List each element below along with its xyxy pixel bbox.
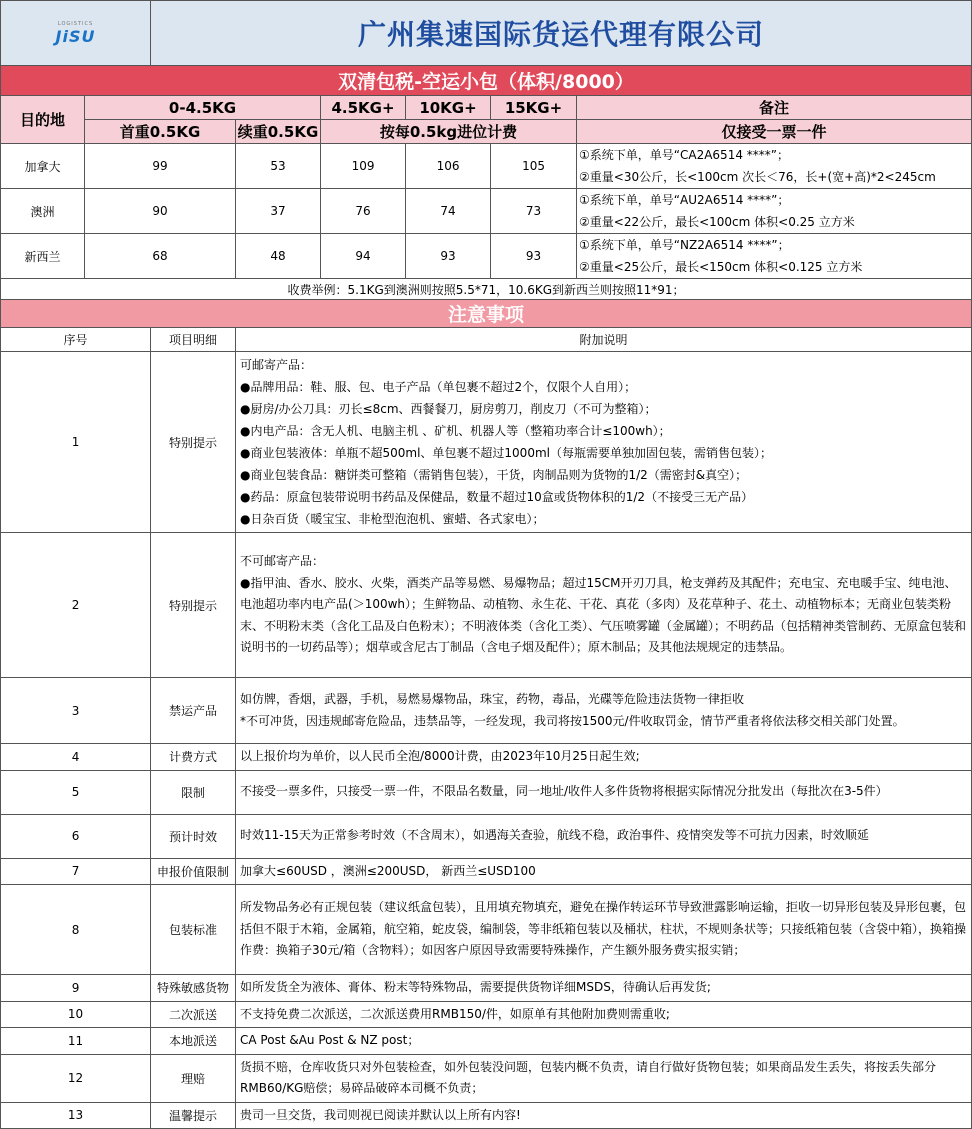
rate-row (1, 234, 972, 279)
remarks-header: 备注 (577, 96, 972, 120)
note-desc: 加拿大≤60USD ，澳洲≤200USD， 新西兰≤USD100 (236, 858, 972, 885)
rate-row (1, 144, 972, 189)
rate-cont: 53 (236, 144, 321, 189)
rate-note-1: ①系统下单，单号“NZ2A6514 ****”； (579, 238, 790, 252)
note-desc: 如所发货全为液体、膏体、粉末等特殊物品，需要提供货物详细MSDS，待确认后再发货; (236, 975, 972, 1002)
note-desc: 贵司一旦交货，我司则视已阅读并默认以上所有内容! (236, 1102, 972, 1129)
rate-row (1, 189, 972, 234)
note-line: ●内电产品：含无人机、电脑主机 、矿机、机器人等（整箱功率合计≤100wh）； (240, 424, 671, 438)
note-no: 1 (1, 352, 151, 533)
note-item: 本地派送 (151, 1028, 236, 1055)
range-15-header: 15KG+ (491, 96, 577, 120)
logo-tagline: LOGISTICS (57, 20, 94, 27)
rate-first: 90 (85, 189, 236, 234)
notes-row (1, 678, 972, 744)
notes-row (1, 885, 972, 975)
note-item: 理赔 (151, 1054, 236, 1102)
rate-4-5: 76 (321, 189, 406, 234)
rate-first: 68 (85, 234, 236, 279)
notes-row (1, 975, 972, 1002)
note-no: 6 (1, 814, 151, 858)
notes-row (1, 1028, 972, 1055)
notes-row (1, 1102, 972, 1129)
notes-desc-header: 附加说明 (236, 328, 972, 352)
note-no: 13 (1, 1102, 151, 1129)
range-10-header: 10KG+ (406, 96, 491, 120)
rate-note-2: ②重量<25公斤，最长<150cm 体积<0.125 立方米 (579, 260, 863, 274)
notes-row (1, 1001, 972, 1028)
note-item: 特殊敏感货物 (151, 975, 236, 1002)
note-desc: 以上报价均为单价，以人民币全泡/8000计费，由2023年10月25日起生效; (236, 744, 972, 771)
note-item: 温馨提示 (151, 1102, 236, 1129)
rate-15: 105 (491, 144, 577, 189)
note-item: 二次派送 (151, 1001, 236, 1028)
note-no: 10 (1, 1001, 151, 1028)
rate-4-5: 94 (321, 234, 406, 279)
logo (1, 1, 151, 66)
rate-remarks (577, 189, 972, 234)
note-desc: 不可邮寄产品： ●指甲油、香水、胶水、火柴，酒类产品等易燃、易爆物品；超过15CM开刃刀具，枪支弹药及其配件；充电宝、充电暖手宝、纯电池、电池超功率内电产品(＞100wh）；生鲜物品、动植物、永生花、干花、真花（多肉）及花草种子、花土、动植物标本；无商业包装类粉末、不明粉末类（含化工品及白色粉末）；不明液体类（含化工类）、气压喷雾罐（金属罐）；不明药品（包括精神类管制药、无原盒包装和说明书的一切药品等）；烟草或含尼古丁制品（含电子烟及配件）；原木制品；及其他法规规定的违禁品。 (236, 533, 972, 678)
per-unit-header: 按每0.5kg进位计费 (321, 120, 577, 144)
note-item: 限制 (151, 770, 236, 814)
fee-example: 收费举例：5.1KG到澳洲则按照5.5*71，10.6KG到新西兰则按照11*91； (1, 279, 972, 300)
note-line: 可邮寄产品： (240, 358, 313, 372)
rate-4-5: 109 (321, 144, 406, 189)
note-item: 特别提示 (151, 352, 236, 533)
rate-note-1: ①系统下单，单号“CA2A6514 ****”； (579, 148, 789, 162)
range-0-4-5-header: 0-4.5KG (85, 96, 321, 120)
note-no: 8 (1, 885, 151, 975)
notes-row (1, 533, 972, 678)
note-desc: 不支持免费二次派送，二次派送费用RMB150/件，如原单有其他附加费则需重收; (236, 1001, 972, 1028)
note-no: 2 (1, 533, 151, 678)
rate-first: 99 (85, 144, 236, 189)
note-desc: 所发物品务必有正规包装（建议纸盒包装），且用填充物填充，避免在操作转运环节导致泄露影响运输，拒收一切异形包装及异形包裹，包括但不限于木箱，金属箱，航空箱，蛇皮袋，编制袋，等非纸箱包装以及桶状，柱状，不规则条状等；只接纸箱包装（含袋中箱），换箱操作费：换箱子30元/箱（含物料）；如因客户原因导致需要特殊操作，产生额外服务费实报实销； (236, 885, 972, 975)
rate-note-2: ②重量<22公斤，最长<100cm 体积<0.25 立方米 (579, 215, 855, 229)
note-desc: 货损不赔，仓库收货只对外包装检查，如外包装没问题，包装内概不负责，请自行做好货物包装；如果商品发生丢失，将按丢失部分RMB60/KG赔偿；易碎品破碎本司概不负责； (236, 1054, 972, 1102)
first-weight-header: 首重0.5KG (85, 120, 236, 144)
notes-item-header: 项目明细 (151, 328, 236, 352)
note-desc: 如仿牌，香烟，武器，手机，易燃易爆物品，珠宝，药物，毒品，光碟等危险违法货物一律拒收 *不可冲货，因违规邮寄危险品，违禁品等，一经发现，我司将按1500元/件收取罚金，情节严重者将依法移交相关部门处置。 (236, 678, 972, 744)
rate-cont: 48 (236, 234, 321, 279)
rate-15: 93 (491, 234, 577, 279)
rate-dest: 加拿大 (1, 144, 85, 189)
rate-cont: 37 (236, 189, 321, 234)
note-desc: 不接受一票多件，只接受一票一件，不限品名数量，同一地址/收件人多件货物将根据实际情况分批发出（每批次在3-5件） (236, 770, 972, 814)
note-desc: CA Post &Au Post & NZ post； (236, 1028, 972, 1055)
note-no: 9 (1, 975, 151, 1002)
company-title: 广州集速国际货运代理有限公司 (151, 1, 972, 66)
notes-title: 注意事项 (1, 300, 972, 328)
note-desc (236, 352, 972, 533)
rate-note-1: ①系统下单，单号“AU2A6514 ****”； (579, 193, 790, 207)
notes-row (1, 352, 972, 533)
notes-row (1, 1054, 972, 1102)
note-item: 包装标准 (151, 885, 236, 975)
rate-10: 74 (406, 189, 491, 234)
notes-no-header: 序号 (1, 328, 151, 352)
notes-row (1, 744, 972, 771)
note-line: ●药品：原盒包装带说明书药品及保健品，数量不超过10盒或货物体积的1/2（不接受三无产品） (240, 490, 754, 504)
note-line: ●品牌用品：鞋、服、包、电子产品（单包裹不超过2个，仅限个人自用）； (240, 380, 637, 394)
rate-dest: 澳洲 (1, 189, 85, 234)
note-line: ●厨房/办公刀具：刃长≤8cm、西餐餐刀，厨房剪刀，削皮刀（不可为整箱）； (240, 402, 657, 416)
rate-note-2: ②重量<30公斤，长<100cm 次长＜76，长+(宽+高)*2<245cm (579, 170, 936, 184)
note-line: ●日杂百货（暖宝宝、非枪型泡泡机、蜜蜡、各式家电）； (240, 512, 545, 526)
note-item: 计费方式 (151, 744, 236, 771)
note-no: 3 (1, 678, 151, 744)
note-item: 禁运产品 (151, 678, 236, 744)
cont-weight-header: 续重0.5KG (236, 120, 321, 144)
rate-remarks (577, 234, 972, 279)
rate-dest: 新西兰 (1, 234, 85, 279)
rate-remarks (577, 144, 972, 189)
rate-15: 73 (491, 189, 577, 234)
note-desc: 时效11-15天为正常参考时效（不含周末），如遇海关查验，航线不稳，政治事件、疫情突发等不可抗力因素，时效顺延 (236, 814, 972, 858)
note-item: 申报价值限制 (151, 858, 236, 885)
note-no: 11 (1, 1028, 151, 1055)
note-no: 5 (1, 770, 151, 814)
note-item: 特别提示 (151, 533, 236, 678)
note-line: ●商业包装液体：单瓶不超500ml、单包裹不超过1000ml（每瓶需要单独加固包装，需销售包装）； (240, 446, 772, 460)
note-no: 7 (1, 858, 151, 885)
notes-row (1, 814, 972, 858)
notes-row (1, 858, 972, 885)
destination-header: 目的地 (1, 96, 85, 144)
banner-title: 双清包税-空运小包（体积/8000） (1, 66, 972, 96)
note-no: 12 (1, 1054, 151, 1102)
one-ticket-header: 仅接受一票一件 (577, 120, 972, 144)
rate-10: 93 (406, 234, 491, 279)
note-no: 4 (1, 744, 151, 771)
notes-row (1, 770, 972, 814)
rate-10: 106 (406, 144, 491, 189)
range-4-5-header: 4.5KG+ (321, 96, 406, 120)
note-item: 预计时效 (151, 814, 236, 858)
note-line: ●商业包装食品：糖饼类可整箱（需销售包装），干货，肉制品则为货物的1/2（需密封&真空）； (240, 468, 748, 482)
logo-brand: JiSU (55, 26, 96, 46)
